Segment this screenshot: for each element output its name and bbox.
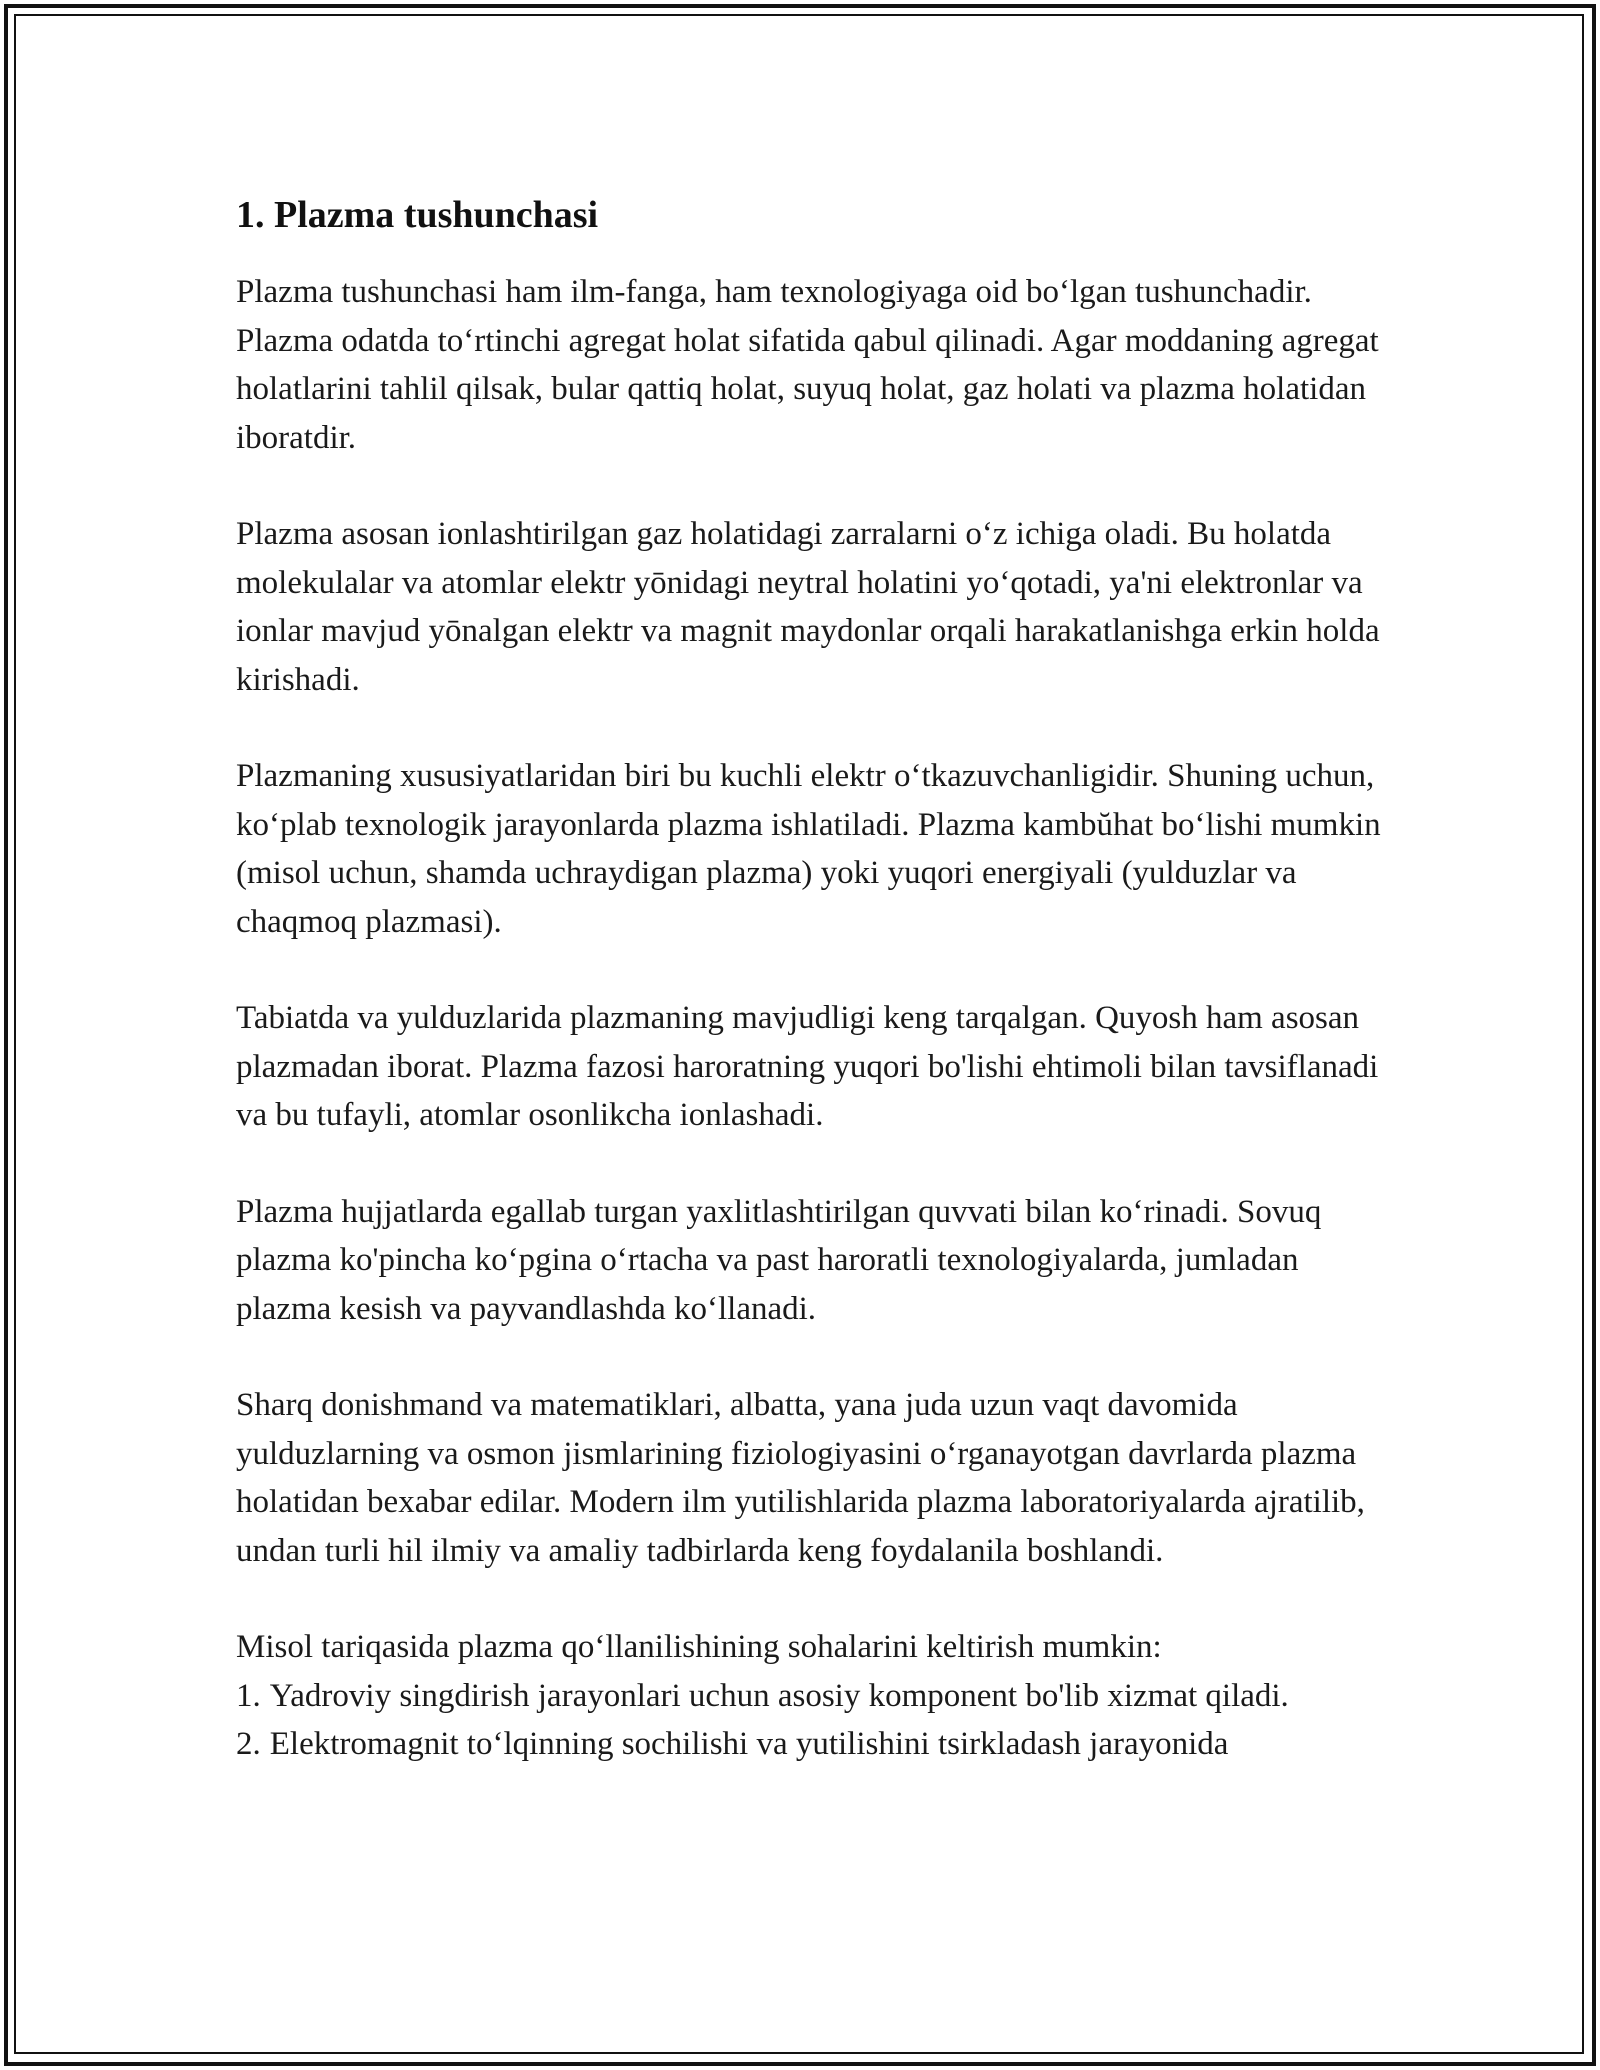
section-heading: 1. Plazma tushunchasi xyxy=(236,194,599,236)
list-item-text: Elektromagnit to‘lqinning sochilishi va yutilishini tsirkladash jarayonida xyxy=(269,1726,1229,1762)
paragraph: Sharq donishmand va matematiklari, albatta, yana juda uzun vaqt davomida yulduzlarning va osmon jismlarining fiziologiyasini o‘rganayotgan davrlarda plazma holatidan bexabar edilar. Modern ilm yutilishlarida plazma laboratoriyalarda ajratilib, undan turli hil ilmiy va amaliy tadbirlarda keng foydalanila boshlandi. xyxy=(236,1387,1365,1569)
numbered-list xyxy=(236,1672,1386,1769)
paragraph: Plazmaning xususiyatlaridan biri bu kuchli elektr o‘tkazuvchanligidir. Shuning uchun, ko‘plab texnologik jarayonlarda plazma ishlatiladi. Plazma kambŭhat bo‘lishi mumkin (misol uchun, shamda uchraydigan plazma) yoki yuqori energiyali (yulduzlar va chaqmoq plazmasi). xyxy=(236,758,1381,940)
paragraph: Plazma hujjatlarda egallab turgan yaxlitlashtirilgan quvvati bilan ko‘rinadi. Sovuq plazma ko'pincha ko‘pgina o‘rtacha va past haroratli texnologiyalarda, jumladan plazma kesish va payvandlashda ko‘llanadi. xyxy=(236,1193,1322,1327)
paragraph: Tabiatda va yulduzlarida plazmaning mavjudligi keng tarqalgan. Quyosh ham asosan plazmadan iborat. Plazma fazosi haroratning yuqori bo'lishi ehtimoli bilan tavsiflanadi va bu tufayli, atomlar osonlikcha ionlashadi. xyxy=(236,1000,1379,1133)
list-item-text: Yadroviy singdirish jarayonlari uchun asosiy komponent bo'lib xizmat qiladi. xyxy=(269,1677,1289,1714)
list-intro: Misol tariqasida plazma qo‘llanilishining sohalarini keltirish mumkin: xyxy=(236,1629,1162,1665)
list-item xyxy=(236,1720,1386,1769)
list-item-number: 2. xyxy=(236,1726,261,1762)
list-item-number: 1. xyxy=(236,1677,261,1714)
list-item xyxy=(236,1672,1386,1721)
document-page xyxy=(236,188,1386,1769)
paragraph: Plazma tushunchasi ham ilm-fanga, ham texnologiyaga oid bo‘lgan tushunchadir. Plazma odatda to‘rtinchi agregat holat sifatida qabul qilinadi. Agar moddaning agregat holatlarini tahlil qilsak, bular qattiq holat, suyuq holat, gaz holati va plazma holatidan iboratdir. xyxy=(236,274,1379,456)
paragraph: Plazma asosan ionlashtirilgan gaz holatidagi zarralarni o‘z ichiga oladi. Bu holatda molekulalar va atomlar elektr yōnidagi neytral holatini yo‘qotadi, ya'ni elektronlar va ionlar mavjud yōnalgan elektr va magnit maydonlar orqali harakatlanishga erkin holda kirishadi. xyxy=(236,516,1380,698)
